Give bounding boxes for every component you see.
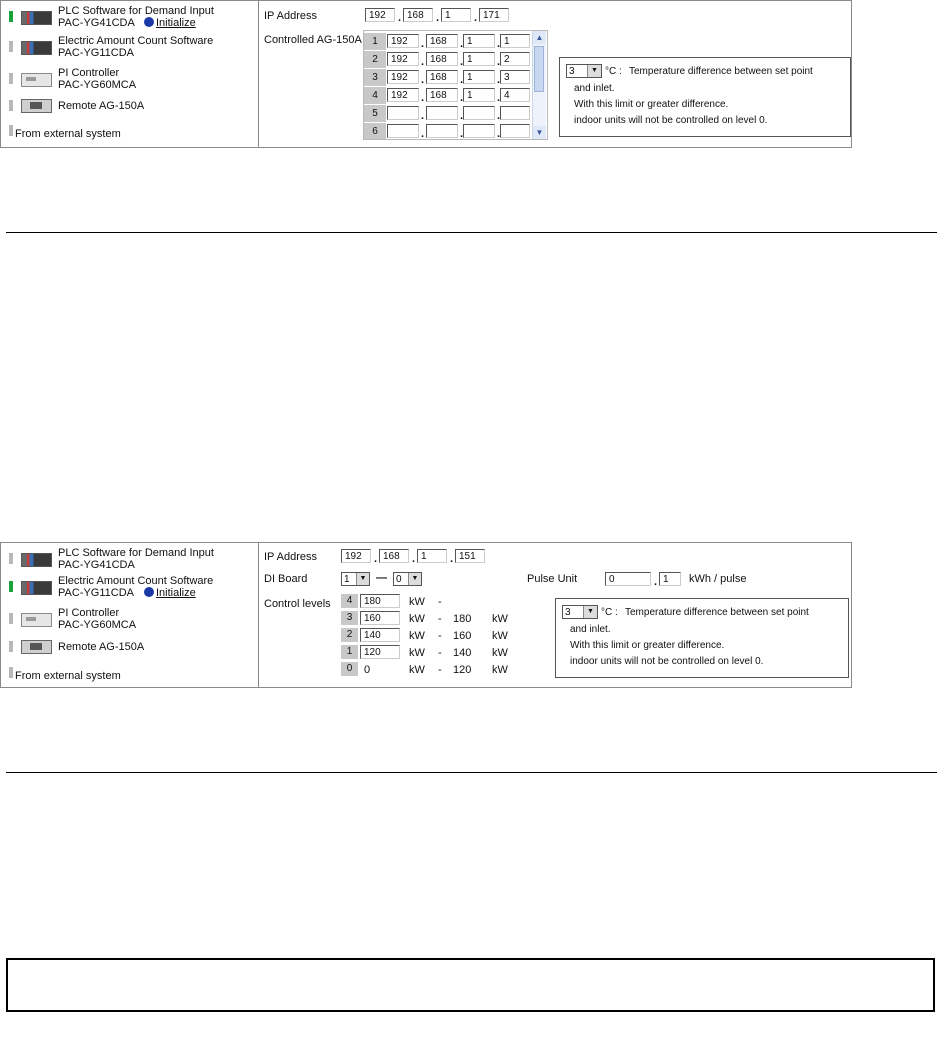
- settings-area: [259, 543, 851, 687]
- temp-unit: °C :: [601, 607, 618, 618]
- chevron-down-icon: ▼: [356, 573, 369, 585]
- row-ip-octet-2[interactable]: [426, 124, 458, 138]
- row-ip-octet-1[interactable]: [387, 106, 419, 120]
- inactive-indicator: [9, 641, 13, 652]
- level-dash: -: [438, 613, 442, 625]
- level-number: 2: [341, 628, 358, 642]
- scroll-down-icon[interactable]: ▼: [533, 126, 546, 139]
- level-threshold-input[interactable]: 140: [360, 628, 400, 642]
- ip-dot: .: [421, 38, 425, 50]
- plc-software-icon: [21, 553, 52, 567]
- initialize-link[interactable]: [144, 17, 196, 29]
- table-row: [364, 51, 532, 69]
- temp-limit-select[interactable]: [566, 64, 602, 78]
- inactive-indicator: [9, 100, 13, 111]
- inactive-indicator: [9, 73, 13, 84]
- ip-octet-4[interactable]: 171: [479, 8, 509, 22]
- list-scrollbar[interactable]: [532, 31, 546, 139]
- system-name: PLC Software for Demand Input: [58, 547, 214, 559]
- pulse-unit-label: Pulse Unit: [527, 573, 578, 585]
- ip-octet-1[interactable]: 192: [365, 8, 395, 22]
- ip-dot: .: [497, 92, 501, 104]
- section-divider: [6, 772, 937, 773]
- ip-dot: .: [497, 128, 501, 140]
- pulse-unit-decimal[interactable]: 1: [659, 572, 681, 586]
- inactive-indicator: [9, 125, 13, 136]
- row-ip-octet-2[interactable]: [426, 106, 458, 120]
- row-ip-octet-4[interactable]: 1: [500, 34, 530, 48]
- initialize-label[interactable]: Initialize: [156, 587, 196, 599]
- di-dash: —: [376, 572, 387, 584]
- initialize-link[interactable]: [144, 587, 196, 599]
- row-ip-octet-4[interactable]: 2: [500, 52, 530, 66]
- system-model: PAC-YG60MCA: [58, 79, 137, 91]
- system-model: PAC-YG41CDA: [58, 559, 135, 571]
- ip-dot: .: [497, 38, 501, 50]
- row-ip-octet-4[interactable]: [500, 106, 530, 120]
- system-name: PI Controller: [58, 67, 120, 79]
- temp-limit-select[interactable]: [562, 605, 598, 619]
- ip-dot: .: [497, 110, 501, 122]
- level-row: [341, 611, 531, 627]
- pi-controller-icon: [21, 73, 52, 87]
- table-row: [364, 87, 532, 105]
- ip-octet-2[interactable]: 168: [403, 8, 433, 22]
- system-model: PAC-YG60MCA: [58, 619, 137, 631]
- ip-dot: .: [421, 128, 425, 140]
- inactive-indicator: [9, 613, 13, 624]
- level-threshold-input[interactable]: 120: [360, 645, 400, 659]
- plc-software-icon: [21, 581, 52, 595]
- system-name: Remote AG-150A: [58, 100, 145, 112]
- row-number: 4: [364, 87, 386, 105]
- temperature-limit-box: [555, 598, 849, 678]
- row-ip-octet-3[interactable]: 1: [463, 34, 495, 48]
- plc-software-icon: [21, 11, 52, 25]
- ip-dot: .: [421, 110, 425, 122]
- di-board-label: DI Board: [264, 573, 308, 585]
- ip-address-label: IP Address: [264, 551, 317, 563]
- row-ip-octet-3[interactable]: 1: [463, 70, 495, 84]
- remote-device-icon: [21, 99, 52, 113]
- level-unit: kW: [409, 613, 425, 625]
- ip-dot: .: [436, 12, 440, 24]
- level-value: 0: [364, 664, 371, 676]
- ip-octet-2[interactable]: 168: [379, 549, 409, 563]
- row-ip-octet-1[interactable]: 192: [387, 52, 419, 66]
- temp-text-3: With this limit or greater difference.: [574, 99, 729, 110]
- ip-dot: .: [398, 12, 402, 24]
- initialize-label[interactable]: Initialize: [156, 17, 196, 29]
- level-row: [341, 662, 531, 678]
- info-dot-icon: [144, 17, 154, 27]
- row-ip-octet-4[interactable]: 4: [500, 88, 530, 102]
- panel-electric-amount-count: [0, 542, 852, 688]
- ip-octet-1[interactable]: 192: [341, 549, 371, 563]
- info-dot-icon: [144, 587, 154, 597]
- system-name: Electric Amount Count Software: [58, 575, 214, 587]
- system-name: Electric Amount Count Software: [58, 35, 214, 47]
- level-upper: 160: [453, 630, 472, 642]
- level-dash: -: [438, 664, 442, 676]
- level-number: 1: [341, 645, 358, 659]
- level-upper: 120: [453, 664, 472, 676]
- scroll-up-icon[interactable]: ▲: [533, 31, 546, 44]
- level-row: [341, 645, 531, 661]
- ip-dot: .: [460, 56, 464, 68]
- temp-text-4: indoor units will not be controlled on level 0.: [570, 656, 764, 667]
- system-name: PLC Software for Demand Input: [58, 5, 214, 17]
- chevron-down-icon: ▼: [587, 65, 601, 77]
- level-number: 4: [341, 594, 358, 608]
- row-ip-octet-3[interactable]: [463, 106, 495, 120]
- row-ip-octet-3[interactable]: 1: [463, 88, 495, 102]
- temp-text-4: indoor units will not be controlled on level 0.: [574, 115, 768, 126]
- ip-dot: .: [497, 74, 501, 86]
- inactive-indicator: [9, 553, 13, 564]
- decimal-dot: .: [654, 576, 658, 588]
- level-upper-unit: kW: [492, 664, 508, 676]
- system-name: Remote AG-150A: [58, 641, 145, 653]
- ip-octet-4[interactable]: 151: [455, 549, 485, 563]
- ip-address-label: IP Address: [264, 10, 317, 22]
- system-model: PAC-YG11CDA: [58, 47, 135, 59]
- system-name: From external system: [15, 128, 121, 140]
- level-unit: kW: [409, 630, 425, 642]
- table-row: [364, 105, 532, 123]
- row-ip-octet-3[interactable]: [463, 124, 495, 138]
- row-number: 2: [364, 51, 386, 69]
- row-ip-octet-2[interactable]: 168: [426, 52, 458, 66]
- pulse-unit-integer[interactable]: 0: [605, 572, 651, 586]
- level-row: [341, 628, 531, 644]
- row-ip-octet-1[interactable]: 192: [387, 34, 419, 48]
- section-divider: [6, 232, 937, 233]
- row-ip-octet-1[interactable]: [387, 124, 419, 138]
- system-list: [1, 1, 259, 147]
- scroll-thumb[interactable]: [534, 46, 544, 92]
- level-upper-unit: kW: [492, 647, 508, 659]
- ip-dot: .: [450, 553, 454, 565]
- table-row: [364, 123, 532, 140]
- row-number: 1: [364, 33, 386, 51]
- inactive-indicator: [9, 41, 13, 52]
- di-to-value: 0: [396, 574, 402, 585]
- level-unit: kW: [409, 664, 425, 676]
- ip-dot: .: [374, 553, 378, 565]
- level-dash: -: [438, 596, 442, 608]
- level-dash: -: [438, 647, 442, 659]
- settings-area: [259, 1, 851, 147]
- table-row: [364, 69, 532, 87]
- plc-software-icon: [21, 41, 52, 55]
- ip-dot: .: [460, 38, 464, 50]
- temp-text-2: and inlet.: [574, 83, 615, 94]
- level-upper-unit: kW: [492, 630, 508, 642]
- inactive-indicator: [9, 667, 13, 678]
- temp-text-2: and inlet.: [570, 624, 611, 635]
- controlled-list: [363, 30, 548, 140]
- level-number: 0: [341, 662, 358, 676]
- level-threshold-input[interactable]: 160: [360, 611, 400, 625]
- system-model: PAC-YG41CDA: [58, 17, 135, 29]
- row-number: 3: [364, 69, 386, 87]
- active-indicator: [9, 11, 13, 22]
- table-row: [364, 33, 532, 51]
- notes-box: [6, 958, 935, 1012]
- ip-dot: .: [421, 74, 425, 86]
- ip-dot: .: [497, 56, 501, 68]
- ip-octet-3[interactable]: 1: [417, 549, 447, 563]
- row-ip-octet-2[interactable]: 168: [426, 34, 458, 48]
- ip-dot: .: [460, 110, 464, 122]
- ip-dot: .: [460, 92, 464, 104]
- controlled-ag150a-label: Controlled AG-150A: [264, 34, 362, 46]
- row-ip-octet-2[interactable]: 168: [426, 88, 458, 102]
- row-ip-octet-4[interactable]: [500, 124, 530, 138]
- ip-dot: .: [474, 12, 478, 24]
- temperature-limit-box: [559, 57, 851, 137]
- panel-plc-demand-input: [0, 0, 852, 148]
- temp-limit-value: 3: [565, 607, 571, 618]
- level-row: [341, 594, 511, 610]
- level-number: 3: [341, 611, 358, 625]
- ip-dot: .: [460, 74, 464, 86]
- row-ip-octet-2[interactable]: 168: [426, 70, 458, 84]
- ip-dot: .: [460, 128, 464, 140]
- level-threshold-input[interactable]: 180: [360, 594, 400, 608]
- level-unit: kW: [409, 596, 425, 608]
- ip-dot: .: [421, 56, 425, 68]
- system-model: PAC-YG11CDA: [58, 587, 135, 599]
- chevron-down-icon: ▼: [583, 606, 597, 618]
- level-unit: kW: [409, 647, 425, 659]
- ip-octet-3[interactable]: 1: [441, 8, 471, 22]
- ip-dot: .: [421, 92, 425, 104]
- row-ip-octet-1[interactable]: 192: [387, 88, 419, 102]
- di-board-from-select[interactable]: [341, 572, 370, 586]
- pulse-unit-suffix: kWh / pulse: [689, 573, 747, 585]
- ip-dot: .: [412, 553, 416, 565]
- level-upper-unit: kW: [492, 613, 508, 625]
- row-number: 5: [364, 105, 386, 123]
- control-levels-label: Control levels: [264, 598, 331, 610]
- temp-text-1: Temperature difference between set point: [629, 66, 813, 77]
- level-upper: 180: [453, 613, 472, 625]
- row-ip-octet-4[interactable]: 3: [500, 70, 530, 84]
- row-ip-octet-3[interactable]: 1: [463, 52, 495, 66]
- temp-text-3: With this limit or greater difference.: [570, 640, 725, 651]
- level-upper: 140: [453, 647, 472, 659]
- temp-limit-value: 3: [569, 66, 575, 77]
- system-list: [1, 543, 259, 687]
- di-board-to-select[interactable]: [393, 572, 422, 586]
- system-name: From external system: [15, 670, 121, 682]
- level-dash: -: [438, 630, 442, 642]
- row-number: 6: [364, 123, 386, 140]
- system-name: PI Controller: [58, 607, 120, 619]
- temp-text-1: Temperature difference between set point: [625, 607, 809, 618]
- active-indicator: [9, 581, 13, 592]
- chevron-down-icon: ▼: [408, 573, 421, 585]
- remote-device-icon: [21, 640, 52, 654]
- pi-controller-icon: [21, 613, 52, 627]
- di-from-value: 1: [344, 574, 350, 585]
- row-ip-octet-1[interactable]: 192: [387, 70, 419, 84]
- temp-unit: °C :: [605, 66, 622, 77]
